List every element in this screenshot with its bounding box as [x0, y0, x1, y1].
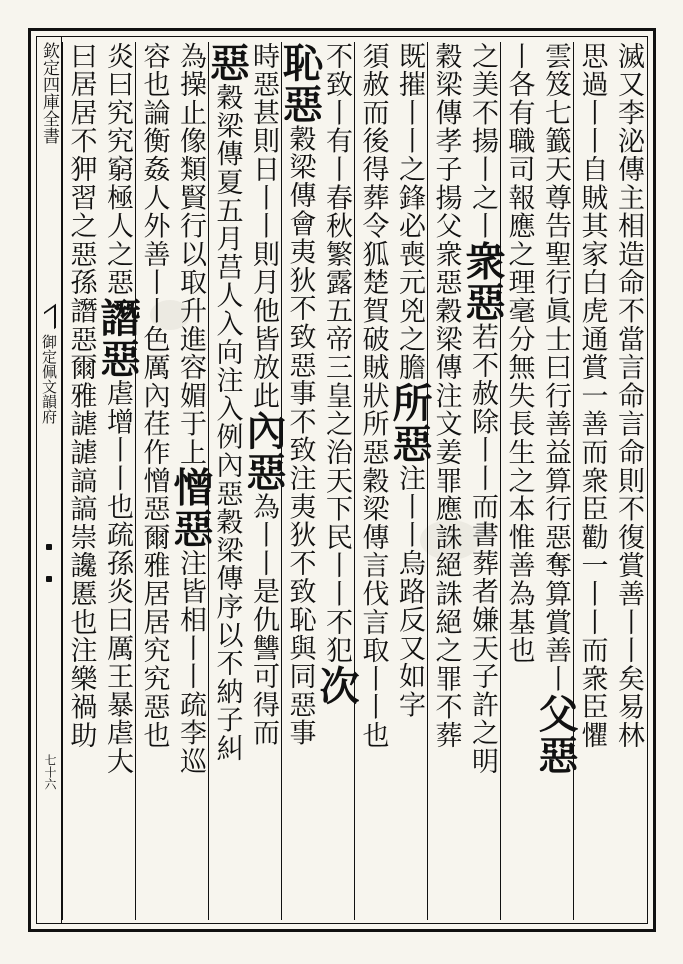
- annotation-text: 曰居居不狎習之惡孫: [65, 42, 97, 297]
- annotation-text: 為丨丨是仇讐可得而: [248, 492, 279, 748]
- annotation-text: 思過丨丨自賊其家白虎通賞一善而衆臣勸一丨丨而衆臣懼: [576, 42, 608, 750]
- annotation-text: 穀梁傳會夷狄不致惡事不致注夷狄不致恥與同惡事: [284, 124, 316, 748]
- annotation-text: 炎曰究究窮極人之惡: [102, 42, 133, 297]
- annotation-text: 丨各有職司報應之理毫分無失長生之本惟善為基也: [503, 42, 535, 665]
- gutter-dot: [46, 576, 52, 582]
- annotation-text: 須赦而後得葬令狐楚賀破賊狀: [357, 42, 389, 410]
- annotation-text: 滅又李泌傳主相造命不當言命言命則不復賞善丨丨矣易林: [613, 42, 644, 750]
- annotation-text: 若不赦除丨丨而書葬者嫌天子許之明: [467, 322, 498, 776]
- gutter-column: [36, 36, 62, 924]
- text-column: [240, 42, 287, 920]
- text-column: [573, 42, 610, 920]
- annotation-text: 爾雅謔謔謞謞崇讒慝也注樂禍助: [65, 353, 97, 750]
- text-column: [354, 42, 391, 920]
- annotation-text: 虐增丨丨也疏孫炎曰厲王暴虐大: [102, 379, 133, 776]
- annotation-text: 時惡甚則日丨丨則月他皆放此: [248, 42, 279, 410]
- text-column: [427, 42, 464, 920]
- headword: 內惡: [240, 409, 287, 493]
- annotation-text: 內惡: [211, 451, 243, 508]
- headword: 憎惡: [167, 466, 214, 550]
- headword: 所惡: [386, 381, 433, 465]
- headword: 次: [313, 664, 360, 706]
- annotation-text: 為操止像類賢行以取升進容媚于上: [175, 42, 206, 467]
- headword: 衆惡: [459, 240, 506, 323]
- text-column: [135, 42, 172, 920]
- text-column: [167, 42, 214, 920]
- gutter-dot: [46, 544, 52, 550]
- annotation-text: 穀梁傳注文姜罪應誅絕誅絕之罪不葬: [430, 296, 462, 750]
- text-column: [610, 42, 647, 920]
- annotation-text: 容也論衡姦人外善丨丨色厲內荏作: [138, 42, 170, 467]
- text-column: [500, 42, 537, 920]
- text-column: [313, 42, 360, 920]
- headword: 譖惡: [94, 296, 141, 380]
- annotation-text: 注丨丨烏路反又如字: [394, 464, 425, 719]
- annotation-text: 不致丨有丨春秋繁露五帝三皇之治天下民丨丨不犯: [321, 42, 352, 665]
- annotation-text: 所惡: [357, 409, 389, 467]
- annotation-text: 穀梁傳夏五月莒人入向注入例: [211, 83, 243, 452]
- annotation-text: 衆惡: [430, 240, 462, 297]
- annotation-text: 既摧丨丨之鋒必喪元兇之膽: [394, 42, 425, 382]
- fishtail-mark-icon: [44, 304, 56, 336]
- text-column: [532, 42, 579, 920]
- annotation-text: 爾雅居居究究惡也: [138, 523, 170, 750]
- text-column: [386, 42, 433, 920]
- annotation-text: 注皆相丨丨疏李巡: [175, 549, 206, 776]
- text-column: [94, 42, 141, 920]
- headword: 惡: [203, 42, 251, 84]
- annotation-text: 之美不揚丨之丨: [467, 42, 498, 241]
- page-number: 七十六: [43, 754, 57, 790]
- annotation-text: 穀梁傳孝子揚父: [430, 42, 462, 241]
- headword: 父惡: [532, 692, 579, 776]
- gutter-book-title: 欽定四庫全書: [39, 42, 59, 144]
- annotation-text: 穀梁傳言伐言取丨丨也: [357, 466, 389, 750]
- headword: 恥惡: [276, 42, 324, 125]
- text-column: [459, 42, 506, 920]
- text-column: [62, 42, 99, 920]
- annotation-text: 譖惡: [65, 296, 97, 354]
- annotation-text: 憎惡: [138, 466, 170, 524]
- annotation-text: 穀梁傳序以不納子糾: [211, 507, 243, 763]
- gutter-work-title: 御定佩文韻府: [40, 334, 58, 424]
- annotation-text: 雲笈七籖天尊告聖行眞士曰行善益算行惡奪算賞善丨: [540, 42, 571, 693]
